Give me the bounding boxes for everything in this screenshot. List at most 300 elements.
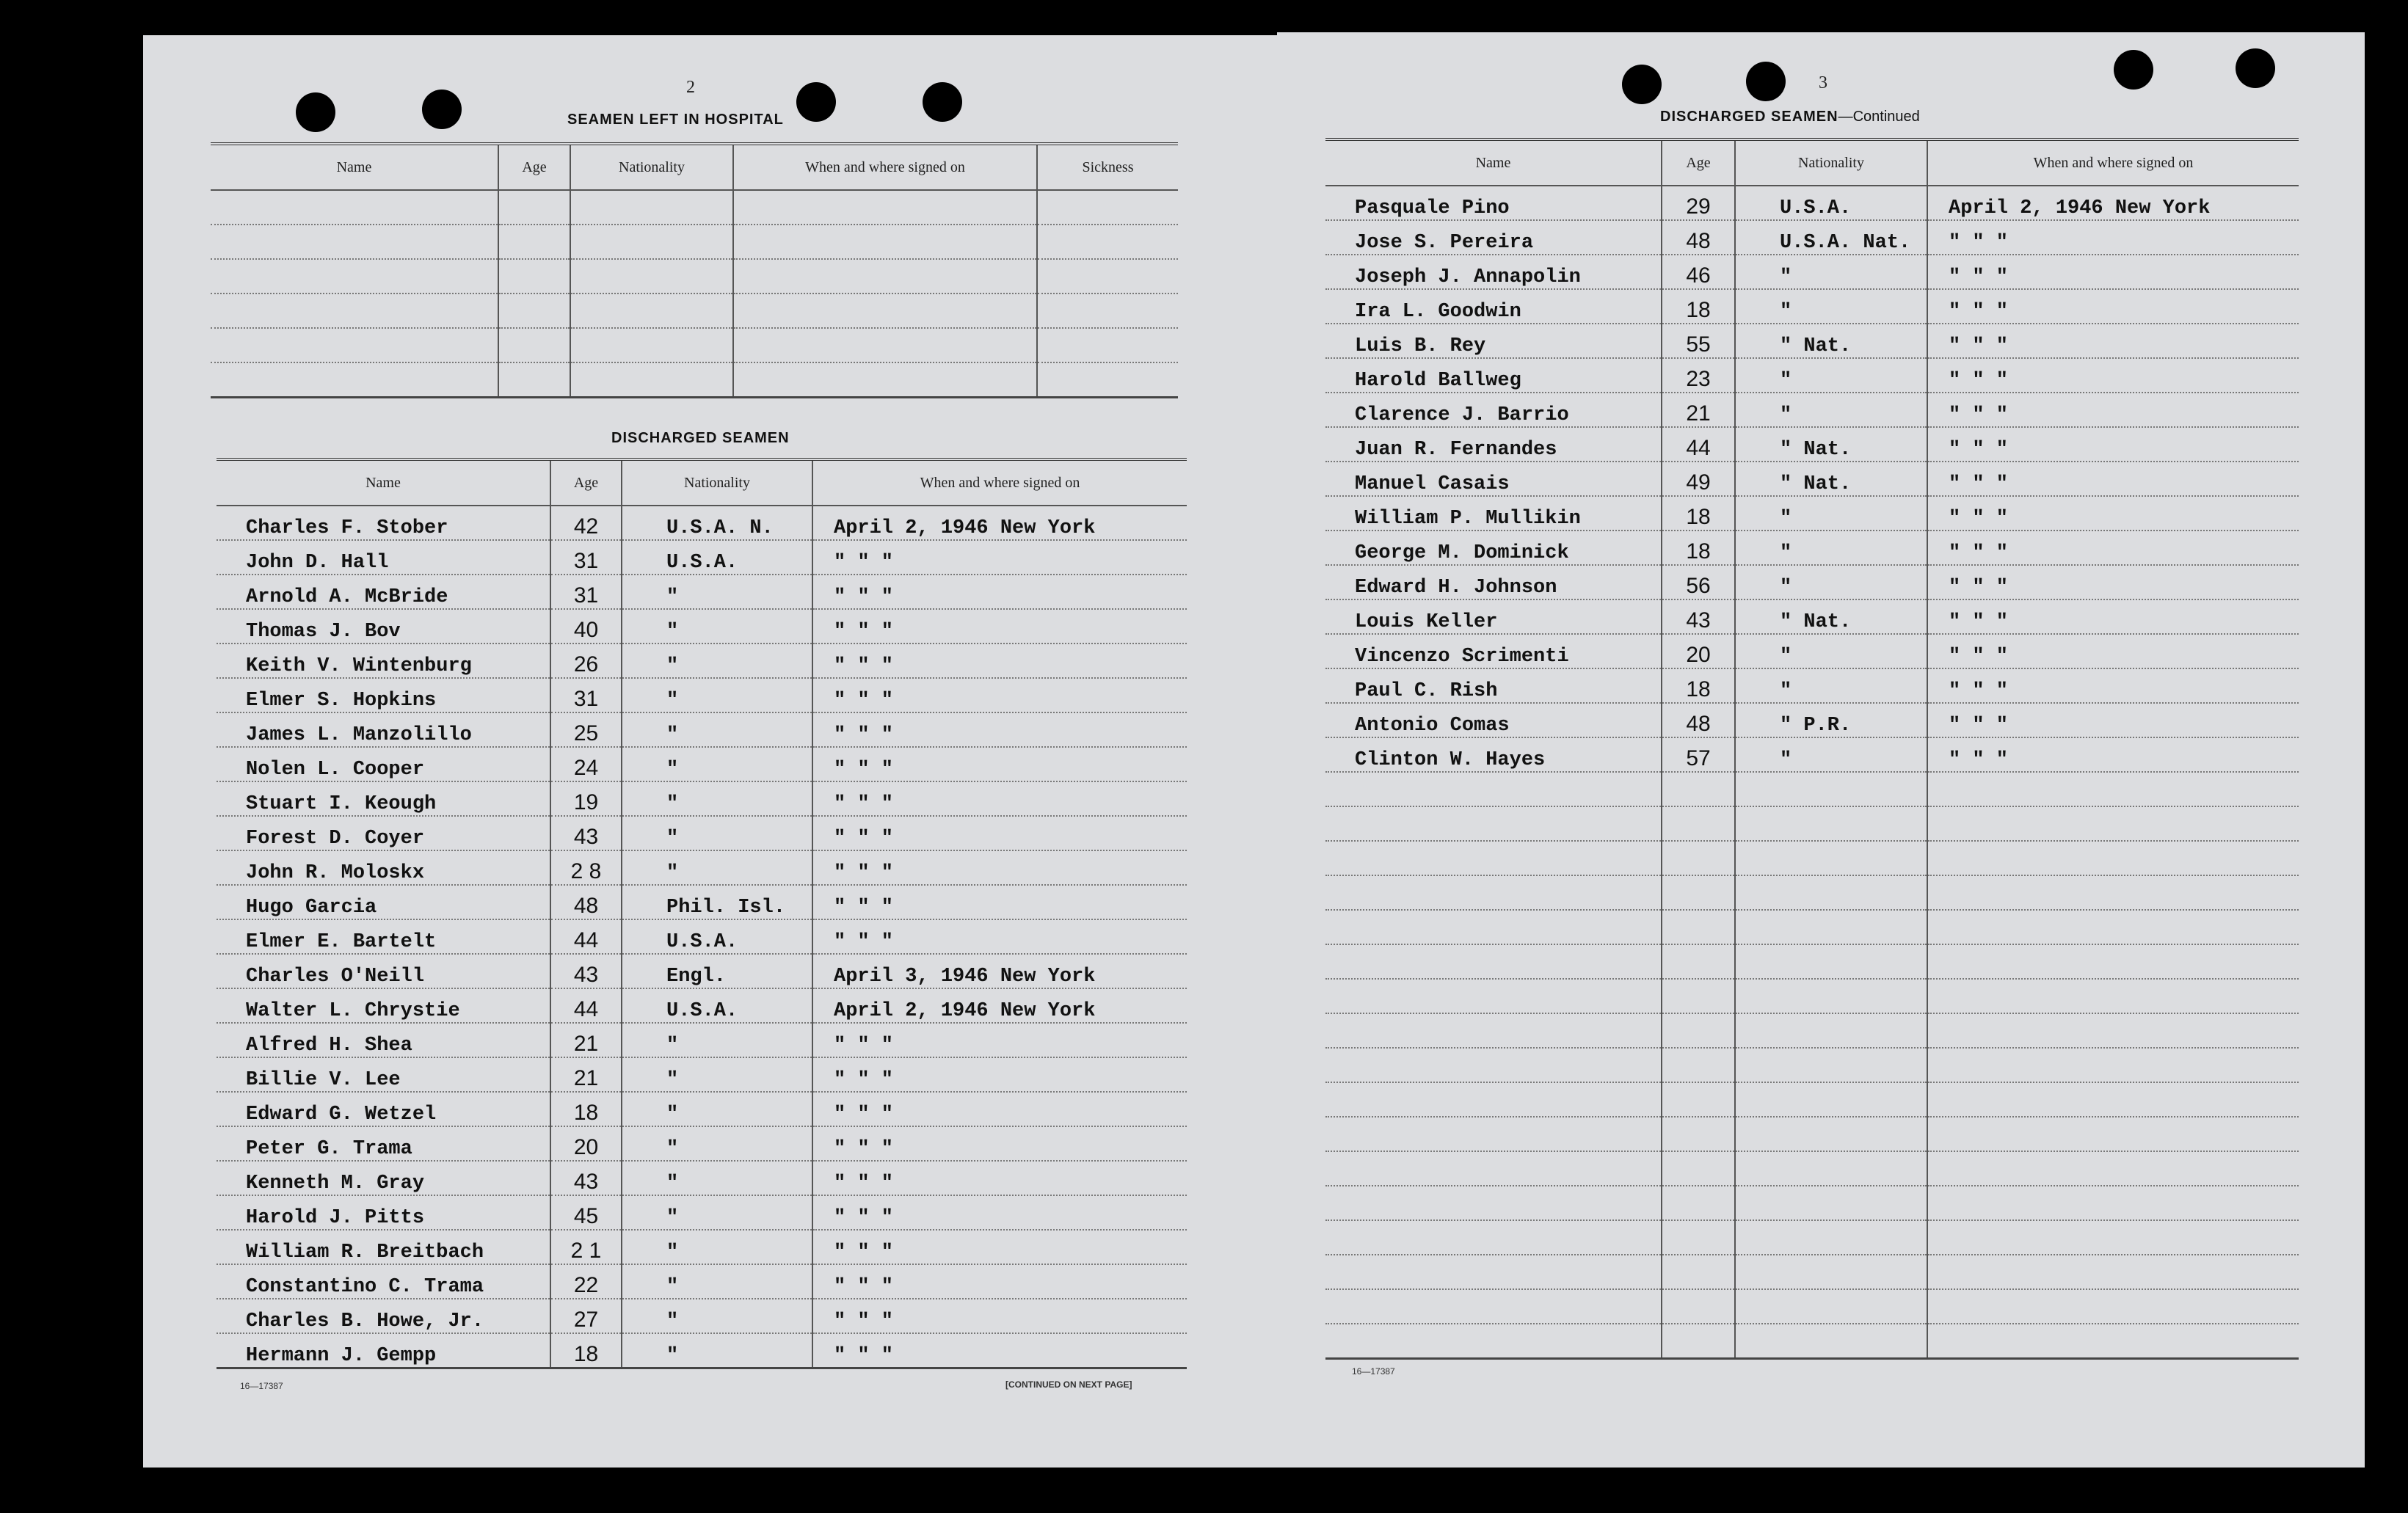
punch-hole	[422, 90, 462, 129]
form-number: 16—17387	[1352, 1366, 1395, 1377]
table-row	[1325, 875, 2299, 910]
signed-on: " " "	[812, 540, 1187, 575]
table-row	[1325, 668, 2299, 703]
signed-on: " " "	[812, 1333, 1187, 1368]
table-row	[1325, 599, 2299, 634]
seaman-name: Forest D. Coyer	[217, 816, 550, 850]
signed-on	[1927, 944, 2299, 979]
seaman-age: 20	[1662, 634, 1735, 668]
seaman-nationality: " Nat.	[1735, 324, 1927, 358]
seaman-name	[1325, 1117, 1662, 1151]
table-row	[211, 294, 1178, 328]
signed-on: " " "	[812, 885, 1187, 919]
column-header-name: Name	[217, 459, 550, 506]
seaman-nationality: "	[622, 712, 812, 747]
seaman-age: 43	[550, 816, 622, 850]
signed-on	[1927, 1255, 2299, 1289]
table-row	[1325, 496, 2299, 531]
seaman-name	[1325, 979, 1662, 1013]
table-row	[211, 259, 1178, 294]
seaman-name	[1325, 1255, 1662, 1289]
signed-on: " " "	[1927, 531, 2299, 565]
seaman-name: Harold J. Pitts	[217, 1195, 550, 1230]
seaman-name: Stuart I. Keough	[217, 781, 550, 816]
table-row	[211, 362, 1178, 398]
seaman-name: James L. Manzolillo	[217, 712, 550, 747]
seaman-age: 56	[1662, 565, 1735, 599]
table-row	[1325, 806, 2299, 841]
signed-on: " " "	[812, 1195, 1187, 1230]
seaman-nationality: "	[1735, 289, 1927, 324]
signed-on: " " "	[812, 609, 1187, 644]
seaman-name: Hermann J. Gempp	[217, 1333, 550, 1368]
table-row	[211, 328, 1178, 362]
seaman-nationality: "	[1735, 393, 1927, 427]
column-header-nationality: Nationality	[622, 459, 812, 506]
table-row	[1325, 1082, 2299, 1117]
seaman-age: 25	[550, 712, 622, 747]
seaman-age	[1662, 1013, 1735, 1048]
punch-hole	[796, 82, 836, 122]
table-row	[1325, 1324, 2299, 1359]
signed-on: " " "	[812, 816, 1187, 850]
seaman-nationality: " P.R.	[1735, 703, 1927, 737]
seaman-age: 21	[1662, 393, 1735, 427]
seaman-name: Manuel Casais	[1325, 462, 1662, 496]
seaman-nationality: Phil. Isl.	[622, 885, 812, 919]
punch-hole	[1622, 65, 1662, 104]
seaman-name	[1325, 841, 1662, 875]
seaman-nationality: U.S.A.	[1735, 186, 1927, 220]
seaman-age	[1662, 1151, 1735, 1186]
seaman-name: Clarence J. Barrio	[1325, 393, 1662, 427]
seaman-age: 18	[550, 1333, 622, 1368]
seaman-nationality: " Nat.	[1735, 599, 1927, 634]
seaman-age: 45	[550, 1195, 622, 1230]
seaman-name: Harold Ballweg	[1325, 358, 1662, 393]
seaman-name: Peter G. Trama	[217, 1126, 550, 1161]
signed-on	[1927, 1151, 2299, 1186]
table-row	[217, 954, 1187, 988]
seaman-age: 43	[550, 954, 622, 988]
signed-on: " " "	[1927, 565, 2299, 599]
seaman-name: Edward G. Wetzel	[217, 1092, 550, 1126]
seaman-name	[1325, 1013, 1662, 1048]
hospital-table	[211, 142, 1178, 398]
seaman-name: John R. Moloskx	[217, 850, 550, 885]
seaman-age	[1662, 944, 1735, 979]
signed-on	[1927, 806, 2299, 841]
seaman-name: Louis Keller	[1325, 599, 1662, 634]
column-header-name: Name	[211, 144, 498, 190]
signed-on	[1927, 1289, 2299, 1324]
hospital-section-title: SEAMEN LEFT IN HOSPITAL	[567, 112, 784, 128]
seaman-nationality	[1735, 1324, 1927, 1359]
signed-on	[1927, 1186, 2299, 1220]
seaman-nationality: "	[622, 1023, 812, 1057]
seaman-age: 48	[1662, 220, 1735, 255]
signed-on: " " "	[812, 1161, 1187, 1195]
seaman-name: Walter L. Chrystie	[217, 988, 550, 1023]
seaman-age: 44	[1662, 427, 1735, 462]
punch-hole	[2114, 50, 2153, 90]
seaman-age	[1662, 1324, 1735, 1359]
form-number: 16—17387	[240, 1381, 283, 1391]
table-row	[217, 1230, 1187, 1264]
table-row	[217, 1195, 1187, 1230]
seaman-name: Kenneth M. Gray	[217, 1161, 550, 1195]
seaman-name: Billie V. Lee	[217, 1057, 550, 1092]
seaman-age: 43	[550, 1161, 622, 1195]
seaman-age: 18	[1662, 496, 1735, 531]
seaman-nationality: U.S.A. N.	[622, 506, 812, 540]
signed-on: April 2, 1946 New York	[1927, 186, 2299, 220]
table-row	[1325, 255, 2299, 289]
seaman-nationality: "	[1735, 737, 1927, 772]
signed-on: " " "	[812, 1057, 1187, 1092]
seaman-nationality: "	[622, 816, 812, 850]
signed-on	[1927, 1117, 2299, 1151]
seaman-age: 44	[550, 919, 622, 954]
seaman-age	[1662, 1082, 1735, 1117]
seaman-name: Luis B. Rey	[1325, 324, 1662, 358]
seaman-age: 21	[550, 1023, 622, 1057]
table-row	[1325, 393, 2299, 427]
table-row	[1325, 220, 2299, 255]
left-page	[143, 35, 1277, 1468]
discharged-seamen-continued-table	[1325, 138, 2299, 1360]
signed-on	[1927, 1082, 2299, 1117]
seaman-nationality: U.S.A.	[622, 988, 812, 1023]
seaman-nationality: Engl.	[622, 954, 812, 988]
table-row	[1325, 1013, 2299, 1048]
signed-on: " " "	[1927, 427, 2299, 462]
signed-on: " " "	[1927, 668, 2299, 703]
seaman-name	[1325, 1324, 1662, 1359]
signed-on: " " "	[1927, 289, 2299, 324]
seaman-name: Alfred H. Shea	[217, 1023, 550, 1057]
column-header-age: Age	[498, 144, 570, 190]
seaman-nationality	[1735, 1220, 1927, 1255]
table-row	[211, 225, 1178, 259]
seaman-nationality: "	[622, 575, 812, 609]
continued-note: [CONTINUED ON NEXT PAGE]	[1005, 1379, 1132, 1390]
seaman-age: 31	[550, 575, 622, 609]
seaman-nationality	[1735, 806, 1927, 841]
seaman-nationality: "	[622, 1092, 812, 1126]
table-row	[1325, 979, 2299, 1013]
seaman-age: 18	[1662, 668, 1735, 703]
seaman-name	[1325, 1048, 1662, 1082]
seaman-nationality: "	[622, 1126, 812, 1161]
seaman-nationality	[1735, 910, 1927, 944]
seaman-name: John D. Hall	[217, 540, 550, 575]
table-row	[217, 712, 1187, 747]
seaman-nationality	[1735, 1013, 1927, 1048]
table-row	[1325, 1289, 2299, 1324]
punch-hole	[296, 92, 335, 132]
signed-on: " " "	[812, 644, 1187, 678]
signed-on	[1927, 772, 2299, 806]
seaman-age: 22	[550, 1264, 622, 1299]
seaman-nationality	[1735, 1289, 1927, 1324]
seaman-nationality	[1735, 841, 1927, 875]
signed-on	[1927, 1324, 2299, 1359]
page-number: 2	[686, 78, 695, 97]
seaman-age: 2 1	[550, 1230, 622, 1264]
table-row	[217, 575, 1187, 609]
seaman-nationality	[1735, 1082, 1927, 1117]
seaman-name: Ira L. Goodwin	[1325, 289, 1662, 324]
signed-on: " " "	[812, 575, 1187, 609]
seaman-age: 44	[550, 988, 622, 1023]
table-row	[217, 540, 1187, 575]
signed-on: " " "	[812, 1264, 1187, 1299]
seaman-name: George M. Dominick	[1325, 531, 1662, 565]
table-row	[1325, 324, 2299, 358]
seaman-age: 19	[550, 781, 622, 816]
seaman-name: Charles O'Neill	[217, 954, 550, 988]
column-header-age: Age	[1662, 139, 1735, 186]
seaman-nationality: "	[622, 1299, 812, 1333]
seaman-nationality	[1735, 772, 1927, 806]
seaman-nationality	[1735, 1151, 1927, 1186]
discharged-continued-title	[1660, 109, 1920, 125]
table-row	[217, 919, 1187, 954]
table-row	[1325, 703, 2299, 737]
seaman-nationality: "	[1735, 496, 1927, 531]
seaman-nationality	[1735, 1048, 1927, 1082]
seaman-age	[1662, 1289, 1735, 1324]
seaman-nationality	[1735, 979, 1927, 1013]
seaman-nationality: "	[622, 1264, 812, 1299]
seaman-age	[1662, 806, 1735, 841]
seaman-nationality: U.S.A.	[622, 540, 812, 575]
seaman-age: 23	[1662, 358, 1735, 393]
seaman-nationality: "	[622, 678, 812, 712]
table-row	[1325, 772, 2299, 806]
signed-on: " " "	[1927, 255, 2299, 289]
seaman-nationality	[1735, 1117, 1927, 1151]
seaman-nationality: "	[1735, 358, 1927, 393]
seaman-age: 55	[1662, 324, 1735, 358]
signed-on	[1927, 1220, 2299, 1255]
signed-on: " " "	[1927, 496, 2299, 531]
seaman-age: 18	[1662, 289, 1735, 324]
seaman-nationality: "	[622, 781, 812, 816]
seaman-age: 31	[550, 678, 622, 712]
seaman-nationality: "	[622, 1195, 812, 1230]
seaman-age: 40	[550, 609, 622, 644]
seaman-age	[1662, 1117, 1735, 1151]
seaman-name	[1325, 944, 1662, 979]
seaman-nationality: " Nat.	[1735, 462, 1927, 496]
table-row	[1325, 1255, 2299, 1289]
seaman-age: 48	[1662, 703, 1735, 737]
seaman-name: Jose S. Pereira	[1325, 220, 1662, 255]
seaman-nationality: " Nat.	[1735, 427, 1927, 462]
column-header-nationality: Nationality	[1735, 139, 1927, 186]
seaman-nationality: "	[622, 1333, 812, 1368]
signed-on	[1927, 1013, 2299, 1048]
seaman-age: 42	[550, 506, 622, 540]
seaman-age: 29	[1662, 186, 1735, 220]
right-page	[1277, 32, 2365, 1468]
signed-on: " " "	[812, 1023, 1187, 1057]
seaman-nationality: U.S.A.	[622, 919, 812, 954]
table-row	[217, 1023, 1187, 1057]
seaman-nationality: "	[1735, 668, 1927, 703]
seaman-nationality: "	[1735, 531, 1927, 565]
table-row	[1325, 462, 2299, 496]
table-row	[217, 609, 1187, 644]
seaman-age	[1662, 910, 1735, 944]
signed-on: April 2, 1946 New York	[812, 988, 1187, 1023]
seaman-nationality: "	[622, 1230, 812, 1264]
seaman-age	[1662, 1255, 1735, 1289]
seaman-name	[1325, 1082, 1662, 1117]
table-row	[217, 1299, 1187, 1333]
seaman-name	[1325, 1289, 1662, 1324]
signed-on: " " "	[1927, 737, 2299, 772]
seaman-name	[1325, 1186, 1662, 1220]
table-row	[1325, 1151, 2299, 1186]
seaman-nationality	[1735, 944, 1927, 979]
table-row	[1325, 1048, 2299, 1082]
signed-on: April 3, 1946 New York	[812, 954, 1187, 988]
table-row	[1325, 358, 2299, 393]
signed-on	[1927, 910, 2299, 944]
table-row	[1325, 944, 2299, 979]
signed-on	[1927, 875, 2299, 910]
column-header-sickness: Sickness	[1037, 144, 1178, 190]
seaman-age: 31	[550, 540, 622, 575]
punch-hole	[923, 82, 962, 122]
table-row	[1325, 531, 2299, 565]
table-row	[1325, 737, 2299, 772]
seaman-name: Clinton W. Hayes	[1325, 737, 1662, 772]
table-row	[217, 644, 1187, 678]
seaman-name	[1325, 910, 1662, 944]
page-number: 3	[1819, 73, 1827, 92]
table-row	[1325, 841, 2299, 875]
signed-on: " " "	[1927, 358, 2299, 393]
seaman-name: Juan R. Fernandes	[1325, 427, 1662, 462]
seaman-name: Keith V. Wintenburg	[217, 644, 550, 678]
seaman-age	[1662, 875, 1735, 910]
seaman-age: 18	[1662, 531, 1735, 565]
table-row	[217, 678, 1187, 712]
signed-on: April 2, 1946 New York	[812, 506, 1187, 540]
table-row	[1325, 427, 2299, 462]
seaman-name	[1325, 1151, 1662, 1186]
table-row	[217, 1126, 1187, 1161]
column-header-signed-on: When and where signed on	[733, 144, 1037, 190]
seaman-age: 48	[550, 885, 622, 919]
signed-on: " " "	[1927, 324, 2299, 358]
seaman-name: Vincenzo Scrimenti	[1325, 634, 1662, 668]
signed-on	[1927, 841, 2299, 875]
signed-on: " " "	[812, 747, 1187, 781]
seaman-name: William R. Breitbach	[217, 1230, 550, 1264]
seaman-age	[1662, 979, 1735, 1013]
seaman-nationality: "	[1735, 634, 1927, 668]
table-row	[217, 1264, 1187, 1299]
seaman-nationality: "	[622, 609, 812, 644]
seaman-age: 46	[1662, 255, 1735, 289]
signed-on: " " "	[812, 919, 1187, 954]
seaman-age	[1662, 841, 1735, 875]
seaman-name: Joseph J. Annapolin	[1325, 255, 1662, 289]
table-row	[217, 885, 1187, 919]
seaman-name	[1325, 1220, 1662, 1255]
seaman-age	[1662, 1220, 1735, 1255]
seaman-age: 21	[550, 1057, 622, 1092]
seaman-nationality: "	[622, 1161, 812, 1195]
column-header-name: Name	[1325, 139, 1662, 186]
signed-on: " " "	[1927, 393, 2299, 427]
table-row	[217, 816, 1187, 850]
seaman-name	[1325, 875, 1662, 910]
seaman-age: 2 8	[550, 850, 622, 885]
seaman-name: Hugo Garcia	[217, 885, 550, 919]
seaman-name	[1325, 806, 1662, 841]
seaman-name: Thomas J. Bov	[217, 609, 550, 644]
seaman-name: Constantino C. Trama	[217, 1264, 550, 1299]
signed-on: " " "	[1927, 634, 2299, 668]
table-row	[211, 190, 1178, 225]
signed-on: " " "	[812, 1230, 1187, 1264]
table-row	[217, 1161, 1187, 1195]
signed-on: " " "	[812, 1126, 1187, 1161]
seaman-name	[1325, 772, 1662, 806]
signed-on: " " "	[1927, 599, 2299, 634]
seaman-age: 49	[1662, 462, 1735, 496]
seaman-name: Elmer E. Bartelt	[217, 919, 550, 954]
table-row	[217, 747, 1187, 781]
seaman-nationality: "	[622, 644, 812, 678]
signed-on: " " "	[812, 678, 1187, 712]
seaman-age: 43	[1662, 599, 1735, 634]
seaman-age: 57	[1662, 737, 1735, 772]
seaman-name: Antonio Comas	[1325, 703, 1662, 737]
seaman-nationality: "	[622, 1057, 812, 1092]
seaman-age	[1662, 1048, 1735, 1082]
seaman-name: William P. Mullikin	[1325, 496, 1662, 531]
signed-on: " " "	[812, 781, 1187, 816]
seaman-nationality: "	[1735, 255, 1927, 289]
table-row	[1325, 1186, 2299, 1220]
signed-on: " " "	[1927, 703, 2299, 737]
seaman-name: Paul C. Rish	[1325, 668, 1662, 703]
table-row	[1325, 1117, 2299, 1151]
table-row	[1325, 910, 2299, 944]
signed-on: " " "	[812, 850, 1187, 885]
table-row	[217, 1092, 1187, 1126]
signed-on	[1927, 979, 2299, 1013]
seaman-nationality: "	[622, 747, 812, 781]
seaman-name: Elmer S. Hopkins	[217, 678, 550, 712]
table-row	[217, 1057, 1187, 1092]
column-header-age: Age	[550, 459, 622, 506]
seaman-age	[1662, 772, 1735, 806]
table-row	[217, 988, 1187, 1023]
table-row	[217, 781, 1187, 816]
signed-on: " " "	[1927, 462, 2299, 496]
seaman-age	[1662, 1186, 1735, 1220]
punch-hole	[1746, 62, 1786, 101]
signed-on	[1927, 1048, 2299, 1082]
